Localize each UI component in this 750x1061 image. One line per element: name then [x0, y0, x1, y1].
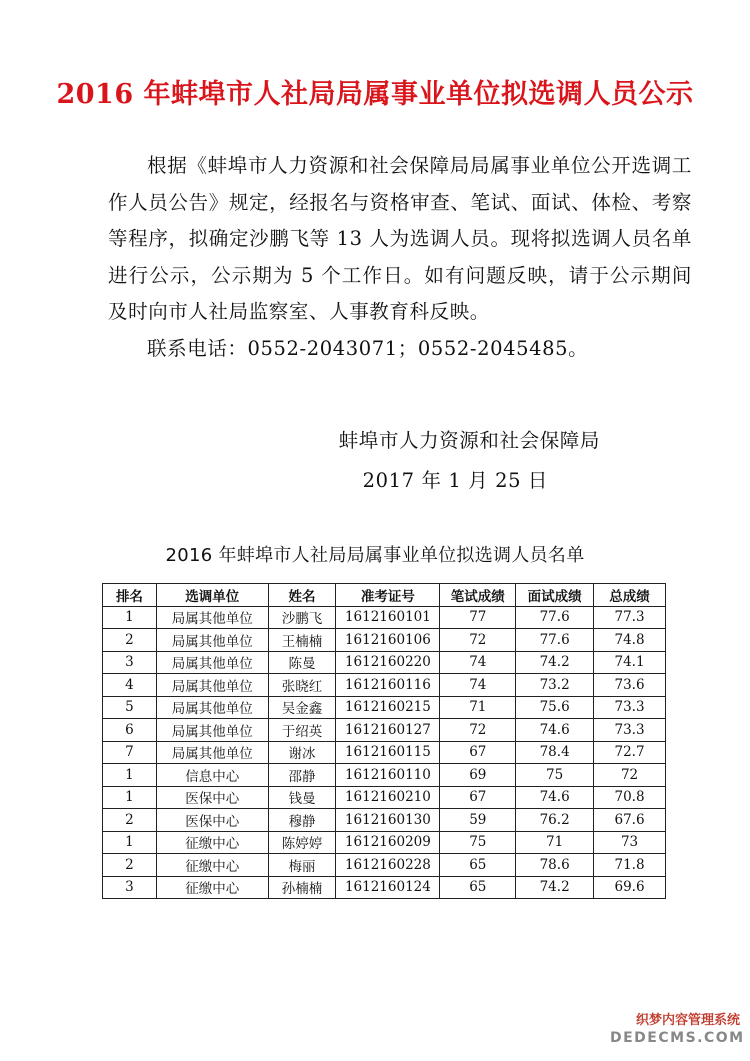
- table-row: [103, 831, 666, 854]
- unit-cell: 局属其他单位: [156, 651, 268, 674]
- exam-number-cell: 1612160124: [336, 876, 440, 899]
- watermark-text-cn: 织梦内容管理系统: [635, 1013, 740, 1028]
- exam-number-cell: 1612160210: [336, 786, 440, 809]
- table-row: [103, 606, 666, 629]
- total-score-cell: 73.3: [594, 696, 666, 719]
- exam-number-cell: 1612160130: [336, 809, 440, 832]
- total-score-cell: 73.3: [594, 719, 666, 742]
- name-cell: 邵静: [268, 764, 336, 787]
- written-score-cell: 74: [440, 674, 516, 697]
- total-score-cell: 70.8: [594, 786, 666, 809]
- exam-number-cell: 1612160106: [336, 629, 440, 652]
- candidate-table: [102, 583, 666, 899]
- rank-cell: 2: [103, 854, 157, 877]
- rank-cell: 2: [103, 809, 157, 832]
- table-row: [103, 809, 666, 832]
- written-score-cell: 75: [440, 831, 516, 854]
- exam-number-cell: 1612160110: [336, 764, 440, 787]
- table-row: [103, 696, 666, 719]
- rank-cell: 2: [103, 629, 157, 652]
- table-header-row: [103, 584, 666, 607]
- unit-cell: 局属其他单位: [156, 696, 268, 719]
- exam-number-cell: 1612160116: [336, 674, 440, 697]
- name-cell: 王楠楠: [268, 629, 336, 652]
- exam-number-cell: 1612160115: [336, 741, 440, 764]
- name-cell: 沙鹏飞: [268, 606, 336, 629]
- table-row: [103, 764, 666, 787]
- name-cell: 钱曼: [268, 786, 336, 809]
- written-score-cell: 72: [440, 629, 516, 652]
- name-cell: 陈曼: [268, 651, 336, 674]
- total-score-cell: 77.3: [594, 606, 666, 629]
- name-cell: 穆静: [268, 809, 336, 832]
- unit-cell: 征缴中心: [156, 876, 268, 899]
- signature-date: 2017 年 1 月 25 日: [362, 469, 548, 492]
- interview-score-cell: 75: [516, 764, 594, 787]
- total-score-cell: 73.6: [594, 674, 666, 697]
- interview-score-cell: 73.2: [516, 674, 594, 697]
- rank-cell: 1: [103, 831, 157, 854]
- unit-cell: 医保中心: [156, 809, 268, 832]
- unit-cell: 征缴中心: [156, 831, 268, 854]
- table-row: [103, 741, 666, 764]
- unit-cell: 局属其他单位: [156, 719, 268, 742]
- written-score-cell: 59: [440, 809, 516, 832]
- written-score-cell: 67: [440, 741, 516, 764]
- header-name: 姓名: [268, 584, 336, 607]
- interview-score-cell: 74.6: [516, 786, 594, 809]
- unit-cell: 医保中心: [156, 786, 268, 809]
- total-score-cell: 72.7: [594, 741, 666, 764]
- rank-cell: 7: [103, 741, 157, 764]
- announcement-paragraph: 根据《蚌埠市人力资源和社会保障局局属事业单位公开选调工作人员公告》规定，经报名与资格审查、笔试、面试、体检、考察等程序，拟确定沙鹏飞等 13 人为选调人员。现将拟选调人员名单进行公示，公示期为 5 个工作日。如有问题反映，请于公示期间及时向市人社局监察室、人事教育科反映。: [108, 154, 692, 323]
- exam-number-cell: 1612160209: [336, 831, 440, 854]
- exam-number-cell: 1612160215: [336, 696, 440, 719]
- announcement-body: [108, 148, 692, 367]
- rank-cell: 1: [103, 786, 157, 809]
- written-score-cell: 71: [440, 696, 516, 719]
- rank-cell: 5: [103, 696, 157, 719]
- written-score-cell: 65: [440, 876, 516, 899]
- rank-cell: 1: [103, 764, 157, 787]
- interview-score-cell: 77.6: [516, 629, 594, 652]
- interview-score-cell: 77.6: [516, 606, 594, 629]
- total-score-cell: 71.8: [594, 854, 666, 877]
- signature-organization: 蚌埠市人力资源和社会保障局: [338, 429, 600, 452]
- total-score-cell: 69.6: [594, 876, 666, 899]
- written-score-cell: 74: [440, 651, 516, 674]
- exam-number-cell: 1612160228: [336, 854, 440, 877]
- written-score-cell: 65: [440, 854, 516, 877]
- table-row: [103, 786, 666, 809]
- unit-cell: 征缴中心: [156, 854, 268, 877]
- interview-score-cell: 78.6: [516, 854, 594, 877]
- contact-phone-paragraph: 联系电话：0552-2043071；0552-2045485。: [147, 336, 589, 360]
- written-score-cell: 77: [440, 606, 516, 629]
- interview-score-cell: 78.4: [516, 741, 594, 764]
- interview-score-cell: 76.2: [516, 809, 594, 832]
- rank-cell: 1: [103, 606, 157, 629]
- name-cell: 孙楠楠: [268, 876, 336, 899]
- header-total-score: 总成绩: [594, 584, 666, 607]
- written-score-cell: 72: [440, 719, 516, 742]
- table-row: [103, 854, 666, 877]
- watermark-text-en: DEDECMS.COM: [610, 1030, 745, 1046]
- unit-cell: 局属其他单位: [156, 674, 268, 697]
- interview-score-cell: 71: [516, 831, 594, 854]
- rank-cell: 6: [103, 719, 157, 742]
- written-score-cell: 67: [440, 786, 516, 809]
- table-body: [103, 606, 666, 899]
- table-row: [103, 876, 666, 899]
- exam-number-cell: 1612160101: [336, 606, 440, 629]
- total-score-cell: 74.8: [594, 629, 666, 652]
- total-score-cell: 74.1: [594, 651, 666, 674]
- name-cell: 谢冰: [268, 741, 336, 764]
- table-title: 2016 年蚌埠市人社局局属事业单位拟选调人员名单: [165, 545, 585, 566]
- unit-cell: 局属其他单位: [156, 606, 268, 629]
- exam-number-cell: 1612160220: [336, 651, 440, 674]
- written-score-cell: 69: [440, 764, 516, 787]
- rank-cell: 3: [103, 876, 157, 899]
- name-cell: 于绍英: [268, 719, 336, 742]
- interview-score-cell: 74.2: [516, 651, 594, 674]
- total-score-cell: 72: [594, 764, 666, 787]
- name-cell: 张晓红: [268, 674, 336, 697]
- interview-score-cell: 74.6: [516, 719, 594, 742]
- document-title: 2016 年蚌埠市人社局局属事业单位拟选调人员公示: [56, 79, 694, 110]
- header-exam-number: 准考证号: [336, 584, 440, 607]
- header-rank: 排名: [103, 584, 157, 607]
- interview-score-cell: 74.2: [516, 876, 594, 899]
- interview-score-cell: 75.6: [516, 696, 594, 719]
- header-interview-score: 面试成绩: [516, 584, 594, 607]
- name-cell: 吴金鑫: [268, 696, 336, 719]
- header-written-score: 笔试成绩: [440, 584, 516, 607]
- unit-cell: 局属其他单位: [156, 629, 268, 652]
- name-cell: 梅丽: [268, 854, 336, 877]
- table-row: [103, 719, 666, 742]
- rank-cell: 4: [103, 674, 157, 697]
- table-row: [103, 674, 666, 697]
- name-cell: 陈婷婷: [268, 831, 336, 854]
- exam-number-cell: 1612160127: [336, 719, 440, 742]
- unit-cell: 局属其他单位: [156, 741, 268, 764]
- unit-cell: 信息中心: [156, 764, 268, 787]
- header-unit: 选调单位: [156, 584, 268, 607]
- table-row: [103, 629, 666, 652]
- table-row: [103, 651, 666, 674]
- site-watermark: [610, 1009, 745, 1055]
- total-score-cell: 67.6: [594, 809, 666, 832]
- total-score-cell: 73: [594, 831, 666, 854]
- rank-cell: 3: [103, 651, 157, 674]
